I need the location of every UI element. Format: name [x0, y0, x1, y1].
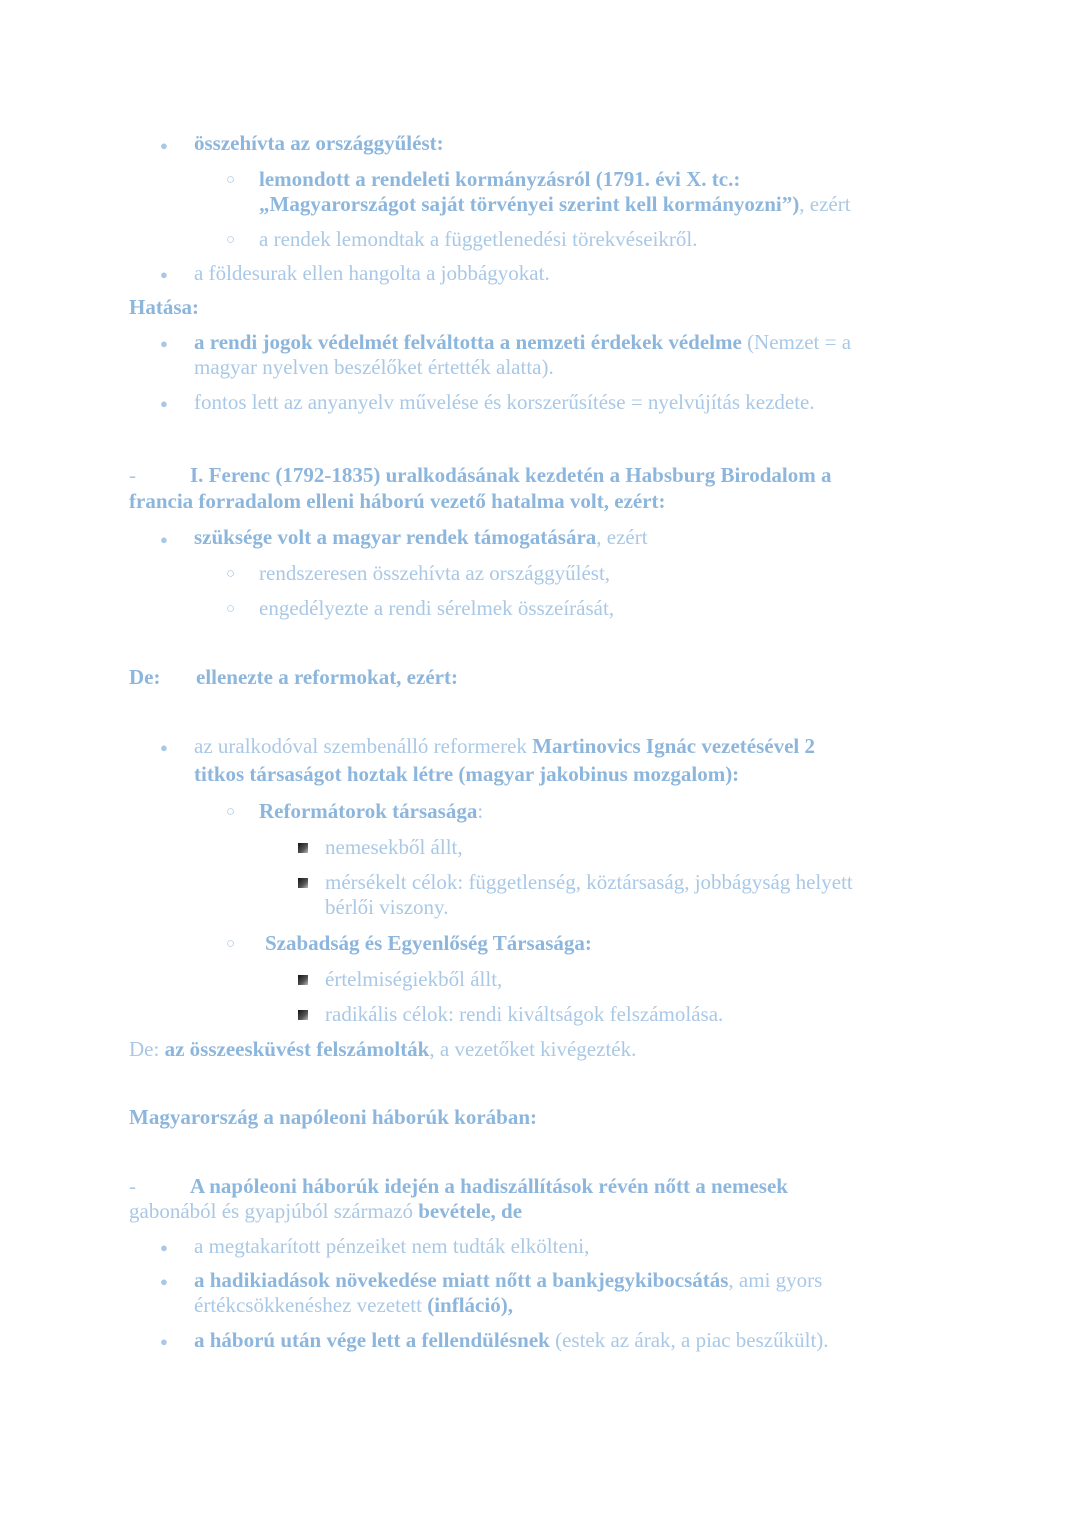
square-bullet-icon [298, 878, 308, 888]
section-heading: Hatása: [129, 295, 199, 319]
paragraph: ellenezte a reformokat, ezért: [196, 665, 458, 689]
list-item: engedélyezte a rendi sérelmek összeírását, [259, 596, 615, 620]
list-item-continuation: magyar nyelven beszélőket értették alatta). [194, 355, 554, 379]
bullet-icon: ● [160, 138, 168, 153]
circle-bullet-icon: ○ [226, 601, 236, 617]
bullet-icon: ● [160, 1334, 168, 1349]
list-item: Szabadság és Egyenlőség Társasága: [265, 931, 592, 955]
circle-bullet-icon: ○ [226, 172, 236, 188]
square-bullet-icon [298, 1010, 308, 1020]
list-item: mérsékelt célok: függetlenség, köztársaság, jobbágyság helyett [325, 870, 853, 894]
circle-bullet-icon: ○ [226, 232, 236, 248]
list-item: fontos lett az anyanyelv művelése és korszerűsítése = nyelvújítás kezdete. [194, 390, 815, 414]
list-item: az uralkodóval szembenálló reformerek Martinovics Ignác vezetésével 2 [194, 734, 816, 758]
circle-bullet-icon: ○ [226, 936, 236, 952]
bullet-icon: ● [160, 740, 168, 755]
list-item: a háború után vége lett a fellendülésnek (estek az árak, a piac beszűkült). [194, 1328, 829, 1352]
paragraph-continuation: gabonából és gyapjúból származó bevétele, de [129, 1199, 523, 1223]
list-item: radikális célok: rendi kiváltságok felszámolása. [325, 1002, 724, 1026]
square-bullet-icon [298, 975, 308, 985]
list-item: a földesurak ellen hangolta a jobbágyokat. [194, 261, 550, 285]
list-item-continuation: bérlői viszony. [325, 895, 449, 919]
dash-marker: - [129, 1174, 136, 1198]
paragraph: De: az összeesküvést felszámolták, a vezetőket kivégezték. [129, 1037, 637, 1061]
paragraph: A napóleoni háborúk idején a hadiszállítások révén nőtt a nemesek [190, 1174, 788, 1198]
bullet-icon: ● [160, 396, 168, 411]
list-item: lemondott a rendeleti kormányzásról (1791. évi X. tc.: [259, 167, 741, 191]
bullet-icon: ● [160, 267, 168, 282]
list-item: szüksége volt a magyar rendek támogatására, ezért [194, 525, 648, 549]
circle-bullet-icon: ○ [226, 804, 236, 820]
square-bullet-icon [298, 843, 308, 853]
paragraph: I. Ferenc (1792-1835) uralkodásának kezdetén a Habsburg Birodalom a [190, 463, 832, 487]
bullet-icon: ● [160, 1240, 168, 1255]
list-item: a megtakarított pénzeiket nem tudták elkölteni, [194, 1234, 590, 1258]
list-item: a rendek lemondtak a függetlenedési törekvéseikről. [259, 227, 698, 251]
bullet-icon: ● [160, 1274, 168, 1289]
list-item-continuation: titkos társaságot hoztak létre (magyar jakobinus mozgalom): [194, 762, 740, 786]
bullet-icon: ● [160, 532, 168, 547]
list-item: a hadikiadások növekedése miatt nőtt a bankjegykibocsátás, ami gyors [194, 1268, 823, 1292]
list-item: a rendi jogok védelmét felváltotta a nemzeti érdekek védelme (Nemzet = a [194, 330, 852, 354]
list-item: Reformátorok társasága: [259, 799, 484, 823]
dash-marker: - [129, 463, 136, 487]
bullet-icon: ● [160, 336, 168, 351]
list-item: értelmiségiekből állt, [325, 967, 503, 991]
section-heading: Magyarország a napóleoni háborúk korában: [129, 1105, 537, 1129]
list-item: összehívta az országgyűlést: [194, 131, 444, 155]
paragraph-continuation: francia forradalom elleni háború vezető hatalma volt, ezért: [129, 489, 666, 513]
de-label: De: [129, 665, 161, 689]
list-item-continuation: értékcsökkenéshez vezetett (infláció), [194, 1293, 513, 1317]
list-item-continuation: „Magyarországot saját törvényei szerint kell kormányozni”), ezért [259, 192, 851, 216]
list-item: nemesekből állt, [325, 835, 463, 859]
circle-bullet-icon: ○ [226, 566, 236, 582]
list-item: rendszeresen összehívta az országgyűlést, [259, 561, 611, 585]
